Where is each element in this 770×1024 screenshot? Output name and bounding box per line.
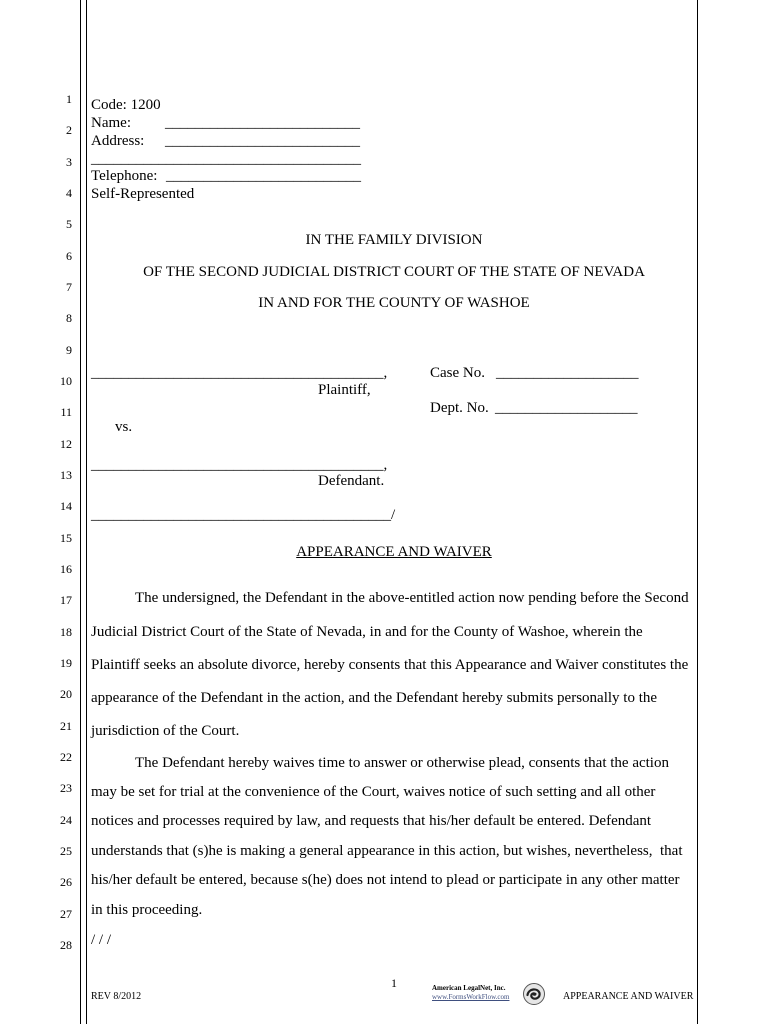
line-number: 25 [60, 843, 72, 858]
line-number: 8 [66, 311, 72, 326]
address-line-2-blank: ____________________________________ [91, 151, 361, 167]
defendant-name-blank: _______________________________________, [91, 457, 388, 473]
telephone-label: Telephone: [91, 168, 158, 184]
line-number: 3 [66, 154, 72, 169]
line-number: 10 [60, 374, 72, 388]
publisher-url-link[interactable]: www.FormsWorkFlow.com [432, 993, 510, 1001]
body-line: / / / [91, 932, 112, 948]
court-heading-division: IN THE FAMILY DIVISION [305, 232, 483, 248]
case-no-blank: ___________________ [496, 365, 639, 381]
body-line: may be set for trial at the convenience of the Court, waives notice of such setting and all other [91, 784, 656, 800]
court-heading-district: OF THE SECOND JUDICIAL DISTRICT COURT OF THE STATE OF NEVADA [143, 264, 645, 280]
telephone-blank: __________________________ [166, 168, 361, 184]
line-number: 22 [60, 749, 72, 764]
case-no-label: Case No. [430, 365, 485, 381]
line-number: 21 [60, 718, 72, 733]
page-number: 1 [391, 976, 397, 990]
line-number: 12 [60, 436, 72, 451]
plaintiff-name-blank: _______________________________________, [91, 365, 388, 381]
globe-logo-icon [522, 982, 546, 1006]
body-line: notices and processes required by law, and requests that his/her default be entered. Defendant [91, 813, 652, 829]
publisher-name: American LegalNet, Inc. [432, 984, 506, 992]
revision-label: REV 8/2012 [91, 991, 142, 1002]
body-line: his/her default be entered, because s(he) does not intend to plead or participate in any other matter [91, 872, 680, 888]
body-line: understands that (s)he is making a general appearance in this action, but wishes, nevertheless, that [91, 843, 683, 859]
address-label: Address: [91, 133, 145, 149]
line-number: 20 [60, 687, 72, 702]
line-number-column [0, 0, 80, 1024]
body-line: appearance of the Defendant in the action, and the Defendant hereby submits personally to the [91, 690, 658, 706]
plaintiff-label: Plaintiff, [318, 382, 371, 398]
line-number: 27 [60, 906, 72, 921]
address-blank: __________________________ [165, 133, 360, 149]
defendant-label: Defendant. [318, 473, 385, 489]
line-number: 11 [60, 405, 72, 420]
body-line: The undersigned, the Defendant in the above-entitled action now pending before the Second [135, 590, 689, 606]
body-line: Plaintiff seeks an absolute divorce, hereby consents that this Appearance and Waiver constitutes the [91, 657, 689, 673]
body-line: in this proceeding. [91, 902, 203, 918]
left-margin-rule-inner [86, 0, 87, 1024]
code-line: Code: 1200 [91, 97, 161, 113]
footer-form-title: APPEARANCE AND WAIVER [563, 991, 694, 1002]
line-number: 17 [60, 593, 72, 608]
line-number: 16 [60, 562, 72, 576]
line-number: 18 [60, 624, 72, 639]
caption-closing-blank: ________________________________________/ [91, 507, 396, 523]
vs-label: vs. [115, 419, 133, 435]
line-number: 4 [66, 186, 72, 200]
line-number: 19 [60, 655, 72, 670]
line-number: 13 [60, 468, 72, 482]
line-number: 15 [60, 530, 72, 545]
line-number: 14 [60, 499, 72, 514]
name-label: Name: [91, 115, 131, 131]
line-number: 5 [66, 217, 72, 232]
line-number: 7 [66, 280, 72, 294]
line-number: 28 [60, 937, 72, 952]
line-number: 6 [66, 248, 72, 263]
body-line: jurisdiction of the Court. [91, 723, 240, 739]
line-number: 26 [60, 875, 72, 890]
body-line: The Defendant hereby waives time to answer or otherwise plead, consents that the action [135, 755, 669, 771]
name-blank: __________________________ [165, 115, 360, 131]
line-number: 1 [66, 92, 72, 106]
line-number: 2 [66, 123, 72, 138]
right-margin-rule [697, 0, 698, 1024]
dept-no-blank: ___________________ [495, 400, 638, 416]
line-number: 24 [60, 812, 72, 827]
dept-no-label: Dept. No. [430, 400, 489, 416]
court-heading-county: IN AND FOR THE COUNTY OF WASHOE [258, 295, 530, 311]
body-line: Judicial District Court of the State of Nevada, in and for the County of Washoe, wherein the [91, 624, 643, 640]
document-title: APPEARANCE AND WAIVER [296, 544, 492, 560]
line-number: 23 [60, 781, 72, 796]
left-margin-rule-outer [80, 0, 81, 1024]
self-represented-line: Self-Represented [91, 186, 195, 202]
line-number: 9 [66, 342, 72, 357]
